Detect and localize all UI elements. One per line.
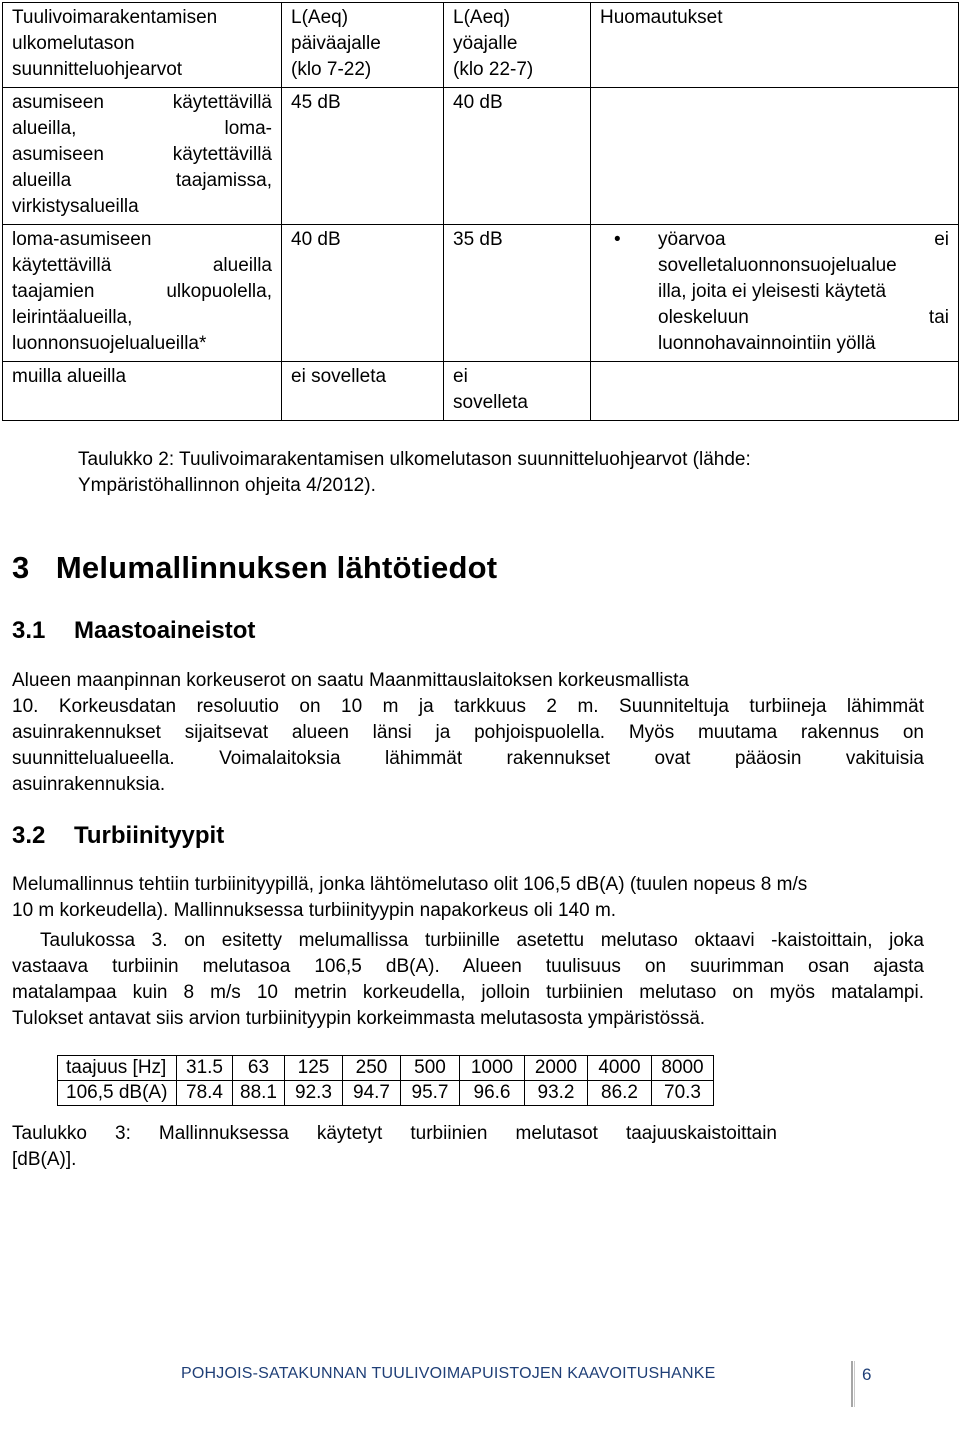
level-cell: 95.7	[401, 1081, 460, 1106]
notes-line: illa, joita ei yleisesti käytetä	[658, 281, 887, 302]
paragraph-line: Melumallinnus tehtiin turbiinityypillä, jonka lähtömelutaso olit 106,5 dB(A) (tuulen nopeus 8 m/s	[12, 874, 808, 895]
footer-divider	[851, 1361, 853, 1407]
octave-band-table	[57, 1055, 714, 1106]
frequency-cell: 63	[233, 1056, 285, 1081]
section-heading	[12, 549, 497, 587]
area-line: käytettävillä alueilla	[12, 255, 272, 276]
row-notes	[591, 88, 959, 225]
caption-line: Taulukko 3: Mallinnuksessa käytetyt turbiinien melutasot taajuuskaistoittain	[12, 1123, 777, 1144]
notes-bullet-item	[600, 227, 949, 357]
area-line: alueilla taajamissa,	[12, 170, 272, 191]
header-night-line: yöajalle	[453, 33, 518, 54]
level-cell: 78.4	[177, 1081, 233, 1106]
table3-caption	[12, 1121, 777, 1173]
area-line: leirintäalueilla,	[12, 307, 133, 328]
header-notes	[591, 3, 959, 88]
level-row	[58, 1081, 714, 1106]
frequency-cell: 125	[285, 1056, 343, 1081]
night-line: ei	[453, 366, 468, 387]
subsection-number: 3.2	[12, 822, 46, 849]
section-title: Melumallinnuksen lähtötiedot	[55, 550, 498, 585]
row-area: muilla alueilla	[3, 362, 282, 421]
paragraph-line: 10 m korkeudella). Mallinnuksessa turbiinityypin napakorkeus oli 140 m.	[12, 900, 617, 921]
row-notes	[591, 362, 959, 421]
table-row	[3, 88, 959, 225]
frequency-cell: 2000	[525, 1056, 588, 1081]
level-cell: 96.6	[460, 1081, 525, 1106]
header-area-line: suunnitteluohjearvot	[12, 59, 183, 80]
table-header-row	[3, 3, 959, 88]
paragraph-line: suunnittelualueella. Voimalaitoksia lähimmät rakennukset ovat pääosin vakituisia	[12, 748, 924, 769]
frequency-cell: 4000	[588, 1056, 652, 1081]
night-line: sovelleta	[453, 392, 528, 413]
row-label: taajuus [Hz]	[58, 1056, 177, 1081]
header-area	[3, 3, 282, 88]
area-line: asumiseen käytettävillä	[12, 144, 272, 165]
header-notes-label: Huomautukset	[600, 7, 723, 28]
row-area	[3, 225, 282, 362]
paragraph-line: asuinrakennukset sijaitsevat alueen länsi ja pohjoispuolella. Myös muutama rakennus on	[12, 722, 924, 743]
paragraph-line: 10. Korkeusdatan resoluutio on 10 m ja tarkkuus 2 m. Suunniteltuja turbiineja lähimmät	[12, 696, 924, 717]
notes-line: oleskeluun tai	[658, 307, 949, 328]
table-row	[3, 225, 959, 362]
paragraph-line: matalampaa kuin 8 m/s 10 metrin korkeudella, jolloin turbiinien melutaso on myös matalampi.	[12, 982, 924, 1003]
paragraph-terrain	[12, 668, 924, 798]
caption-line: Ympäristöhallinnon ohjeita 4/2012).	[78, 475, 376, 496]
caption-line: [dB(A)].	[12, 1149, 77, 1170]
frequency-cell: 500	[401, 1056, 460, 1081]
row-day-value: 40 dB	[282, 225, 444, 362]
row-notes	[591, 225, 959, 362]
area-line: virkistysalueilla	[12, 196, 139, 217]
row-day-value: 45 dB	[282, 88, 444, 225]
frequency-cell: 1000	[460, 1056, 525, 1081]
caption-line: Taulukko 2: Tuulivoimarakentamisen ulkomelutason suunnitteluohjearvot (lähde:	[78, 449, 751, 470]
header-night	[444, 3, 591, 88]
header-area-line: ulkomelutason	[12, 33, 135, 54]
header-day-line: (klo 7-22)	[291, 59, 372, 80]
row-night-value: 35 dB	[444, 225, 591, 362]
notes-line: luonnohavainnointiin yöllä	[658, 333, 876, 354]
row-label: 106,5 dB(A)	[58, 1081, 177, 1106]
header-day	[282, 3, 444, 88]
level-cell: 93.2	[525, 1081, 588, 1106]
noise-guideline-table	[2, 2, 959, 421]
level-cell: 86.2	[588, 1081, 652, 1106]
area-line: taajamien ulkopuolella,	[12, 281, 272, 302]
row-day-value: ei sovelleta	[282, 362, 444, 421]
header-day-line: päiväajalle	[291, 33, 381, 54]
subsection-heading	[12, 821, 224, 851]
level-cell: 70.3	[652, 1081, 714, 1106]
page-number: 6	[862, 1365, 872, 1384]
paragraph-line: Tulokset antavat siis arvion turbiinityypin korkeimmasta melutasosta ympäristössä.	[12, 1008, 706, 1029]
header-area-line: Tuulivoimarakentamisen	[12, 7, 218, 28]
row-night-value	[444, 362, 591, 421]
level-cell: 92.3	[285, 1081, 343, 1106]
paragraph-line: asuinrakennuksia.	[12, 774, 166, 795]
frequency-cell: 8000	[652, 1056, 714, 1081]
header-day-line: L(Aeq)	[291, 7, 349, 28]
notes-line: sovelletaluonnonsuojelualue	[658, 255, 897, 276]
subsection-title: Maastoaineistot	[74, 617, 256, 644]
subsection-number: 3.1	[12, 617, 46, 644]
header-night-line: (klo 22-7)	[453, 59, 534, 80]
row-area	[3, 88, 282, 225]
subsection-heading	[12, 616, 255, 646]
paragraph-line: Alueen maanpinnan korkeuserot on saatu Maanmittauslaitoksen korkeusmallista	[12, 670, 689, 691]
paragraph-turbine	[12, 872, 924, 924]
footer-project-name: POHJOIS-SATAKUNNAN TUULIVOIMAPUISTOJEN KAAVOITUSHANKE	[181, 1365, 716, 1382]
bullet-icon: •	[614, 229, 621, 250]
area-line: alueilla, loma-	[12, 118, 272, 139]
area-line: luonnonsuojelualueilla*	[12, 333, 207, 354]
frequency-cell: 250	[343, 1056, 401, 1081]
table2-caption	[78, 447, 878, 499]
section-number: 3	[12, 550, 30, 585]
paragraph-line: vastaava turbiinin melutasoa 106,5 dB(A). Alueen tuulisuus on suurimman osan ajasta	[12, 956, 924, 977]
frequency-cell: 31.5	[177, 1056, 233, 1081]
row-night-value: 40 dB	[444, 88, 591, 225]
area-line: loma-asumiseen	[12, 229, 152, 250]
paragraph-octave	[12, 928, 924, 1032]
notes-text	[658, 227, 949, 357]
notes-line: yöarvoa ei	[658, 229, 949, 250]
paragraph-line: Taulukossa 3. on esitetty melumallissa turbiinille asetettu melutaso oktaavi -kaistoittain, joka	[40, 930, 924, 951]
frequency-row	[58, 1056, 714, 1081]
level-cell: 94.7	[343, 1081, 401, 1106]
header-night-line: L(Aeq)	[453, 7, 511, 28]
level-cell: 88.1	[233, 1081, 285, 1106]
area-line: asumiseen käytettävillä	[12, 92, 272, 113]
subsection-title: Turbiinityypit	[74, 822, 225, 849]
footer-divider	[854, 1361, 855, 1407]
table-row	[3, 362, 959, 421]
